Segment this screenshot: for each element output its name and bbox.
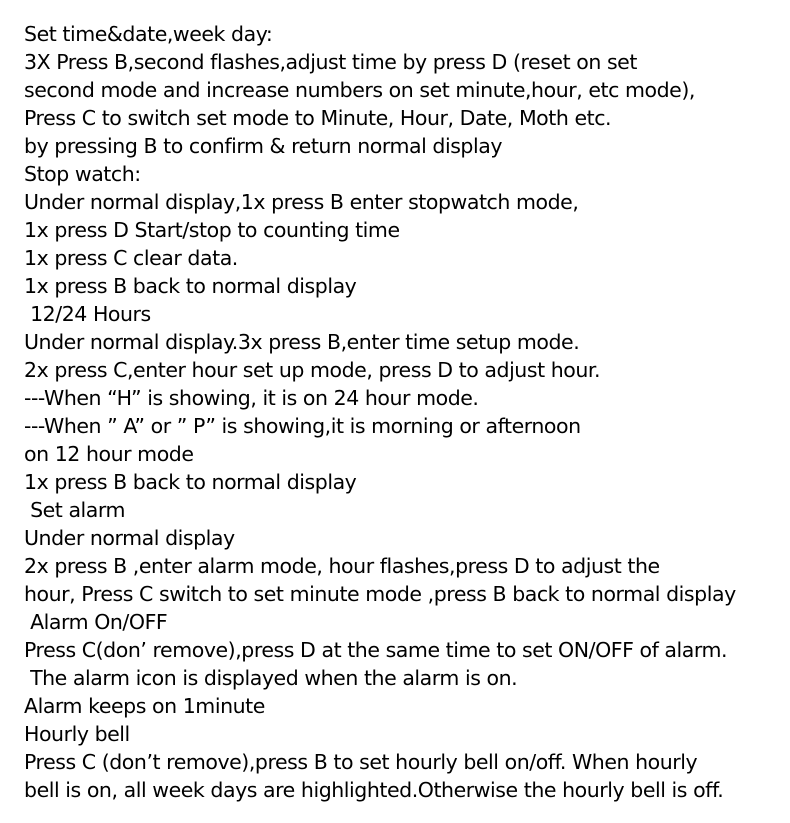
heading-set-time-date: Set time&date,week day: (24, 22, 273, 46)
text-line: The alarm icon is displayed when the alarm is on. (24, 666, 518, 690)
text-line: bell is on, all week days are highlighted.Otherwise the hourly bell is off. (24, 778, 724, 802)
heading-hourly-bell: Hourly bell (24, 722, 130, 746)
text-line: 1x press D Start/stop to counting time (24, 218, 400, 242)
text-line: by pressing B to confirm & return normal display (24, 134, 503, 158)
text-line: Press C to switch set mode to Minute, Hour, Date, Moth etc. (24, 106, 612, 130)
text-line: ---When ” A” or ” P” is showing,it is morning or afternoon (24, 414, 581, 438)
heading-stop-watch: Stop watch: (24, 162, 141, 186)
text-line: Press C(don’ remove),press D at the same time to set ON/OFF of alarm. (24, 638, 728, 662)
text-line: 2x press C,enter hour set up mode, press D to adjust hour. (24, 358, 601, 382)
text-line: 1x press B back to normal display (24, 274, 357, 298)
text-line: Press C (don’t remove),press B to set hourly bell on/off. When hourly (24, 750, 698, 774)
text-line: 1x press B back to normal display (24, 470, 357, 494)
text-line: hour, Press C switch to set minute mode ,press B back to normal display (24, 582, 736, 606)
text-line: Under normal display (24, 526, 235, 550)
text-line: on 12 hour mode (24, 442, 194, 466)
text-line: second mode and increase numbers on set minute,hour, etc mode), (24, 78, 695, 102)
heading-alarm-on-off: Alarm On/OFF (24, 610, 168, 634)
text-line: 2x press B ,enter alarm mode, hour flashes,press D to adjust the (24, 554, 660, 578)
text-line: Under normal display.3x press B,enter time setup mode. (24, 330, 580, 354)
heading-12-24-hours: 12/24 Hours (24, 302, 151, 326)
text-line: 3X Press B,second flashes,adjust time by press D (reset on set (24, 50, 637, 74)
text-line: Under normal display,1x press B enter stopwatch mode, (24, 190, 579, 214)
text-line: Alarm keeps on 1minute (24, 694, 265, 718)
text-line: 1x press C clear data. (24, 246, 238, 270)
heading-set-alarm: Set alarm (24, 498, 126, 522)
instruction-text-block (24, 20, 784, 804)
text-line: ---When “H” is showing, it is on 24 hour mode. (24, 386, 479, 410)
